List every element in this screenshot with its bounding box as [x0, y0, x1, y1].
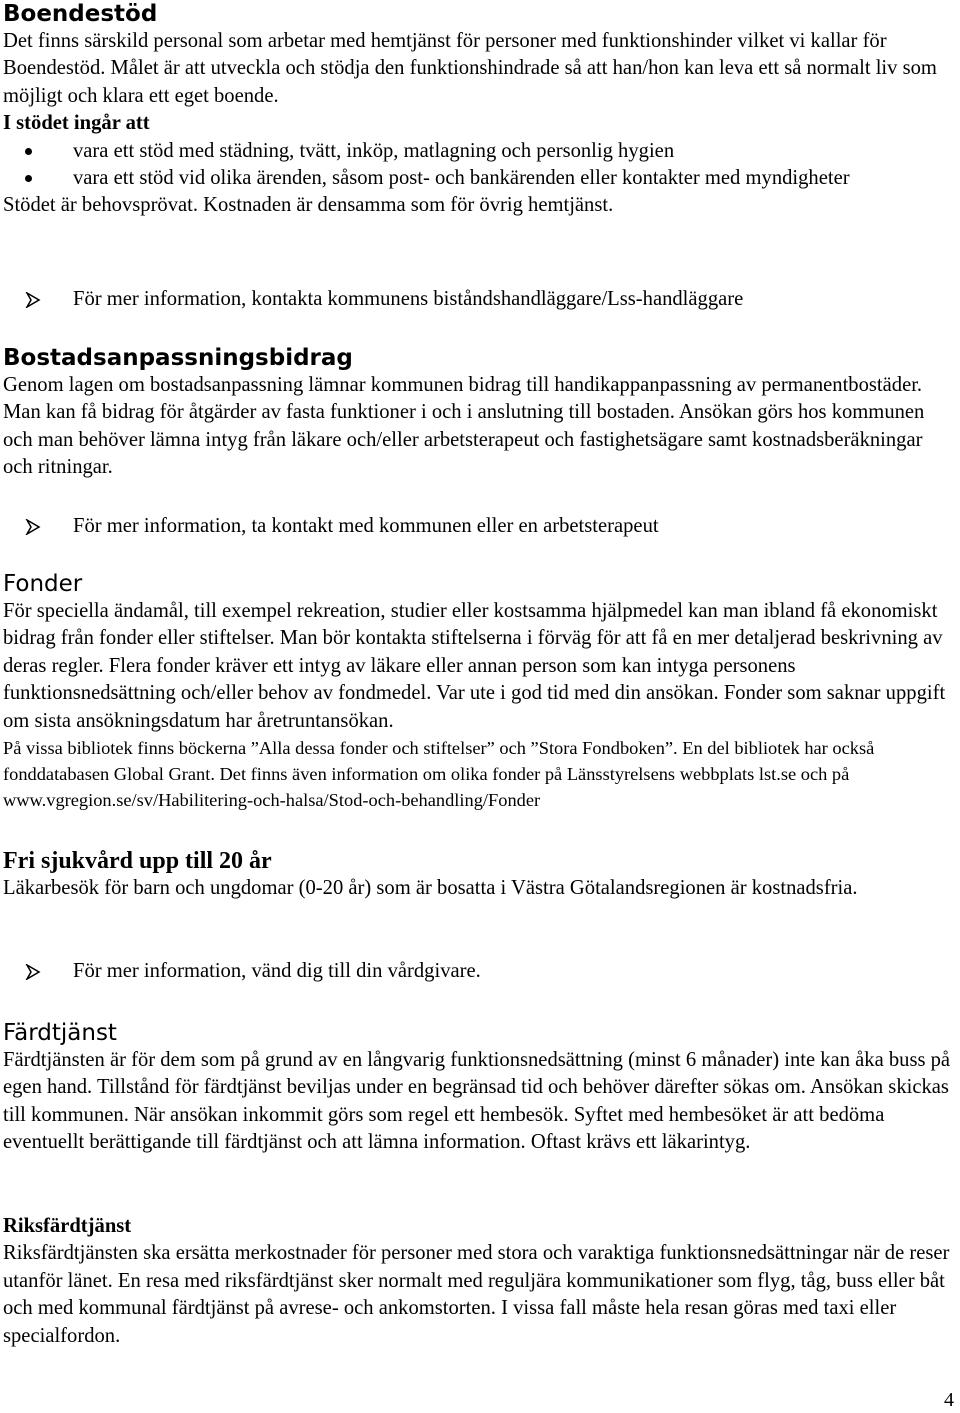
heading-riksfardtjanst: Riksfärdtjänst	[3, 1215, 132, 1237]
sjukvard-info: För mer information, vänd dig till din vårdgivare.	[3, 958, 960, 985]
sjukvard-body: Läkarbesök för barn och ungdomar (0-20 år) som är bosatta i Västra Götalandsregionen är kostnadsfria.	[3, 877, 858, 899]
arrow-bullet-icon	[25, 964, 41, 980]
fonder-body: För speciella ändamål, till exempel rekreation, studier eller kostsamma hjälpmedel kan man ibland få ekonomiskt bidrag från fonder eller stiftelser. Man bör kontakta stiftelserna i förväg för att få en mer detaljerad beskrivning av deras regler. Flera fonder kräver ett intyg av läkare eller annan person som kan intyga personens funktionsnedsättning och/eller behov av fondmedel. Var ute i god tid med din ansökan. Fonder som saknar uppgift om sista ansökningsdatum har åretruntansökan.	[3, 600, 946, 732]
boendestod-note: Stödet är behovsprövat. Kostnaden är densamma som för övrig hemtjänst.	[3, 194, 614, 217]
list-item: vara ett stöd med städning, tvätt, inköp, matlagning och personlig hygien	[3, 138, 955, 165]
heading-boendestod: Boendestöd	[3, 1, 158, 27]
fonder-small-print: På vissa bibliotek finns böckerna ”Alla dessa fonder och stiftelser” och ”Stora Fondboken”. En del bibliotek har också fonddatabasen Global Grant. Det finns även information om olika fonder på Länsstyrelsens webbplats lst.se och på www.vgregion.se/sv/Habilitering-och-halsa/Stod-och-behandling/Fonder	[3, 738, 875, 811]
section-riksfardtjanst	[3, 1213, 955, 1350]
section-boendestod	[3, 0, 955, 220]
section-sjukvard	[3, 847, 955, 902]
heading-bostadsanpassning: Bostadsanpassningsbidrag	[3, 345, 353, 371]
bullet-dot-icon	[25, 175, 32, 182]
list-item: vara ett stöd vid olika ärenden, såsom post- och bankärenden eller kontakter med myndigheter	[3, 165, 955, 192]
section-fardtjanst	[3, 1019, 955, 1157]
arrow-bullet-icon	[25, 519, 41, 535]
fardtjanst-body: Färdtjänsten är för dem som på grund av en långvarig funktionsnedsättning (minst 6 månader) inte kan åka buss på egen hand. Tillstånd för färdtjänst beviljas under en begränsad tid och behöver därefter sökas om. Ansökan skickas till kommunen. När ansökan inkommit görs som regel ett hembesök. Syftet med hembesöket är att bedöma eventuellt berättigande till färdtjänst och att lämna information. Oftast krävs ett läkarintyg.	[3, 1049, 951, 1154]
boendestod-subheading: I stödet ingår att	[3, 112, 150, 135]
section-fonder	[3, 570, 955, 813]
bostadsanpassning-body: Genom lagen om bostadsanpassning lämnar kommunen bidrag till handikappanpassning av permanentbostäder. Man kan få bidrag för åtgärder av fasta funktioner i och i anslutning till bostaden. Ansökan görs hos kommunen och man behöver lämna intyg från läkare och/eller arbetsterapeut och fastighetsägare samt kostnadsberäkningar och ritningar.	[3, 374, 925, 479]
bullet-dot-icon	[25, 148, 32, 155]
riksfardtjanst-body: Riksfärdtjänsten ska ersätta merkostnader för personer med stora och varaktiga funktionsnedsättningar när de reser utanför länet. En resa med riksfärdtjänst sker normalt med reguljära kommunikationer som flyg, tåg, buss eller båt och med kommunal färdtjänst på avrese- och ankomstorten. I vissa fall måste hela resan göras med taxi eller specialfordon.	[3, 1242, 950, 1347]
section-bostadsanpassning	[3, 344, 955, 482]
boendestod-intro: Det finns särskild personal som arbetar med hemtjänst för personer med funktionshinder vilket vi kallar för Boendestöd. Målet är att utveckla och stödja den funktionshindrade så att han/hon kan leva ett så normalt liv som möjligt och klara ett eget boende.	[3, 30, 937, 107]
bostadsanpassning-info: För mer information, ta kontakt med kommunen eller en arbetsterapeut	[3, 513, 960, 540]
heading-fardtjanst: Färdtjänst	[3, 1020, 117, 1046]
boendestod-bullet-list	[3, 138, 955, 193]
heading-sjukvard: Fri sjukvård upp till 20 år	[3, 848, 272, 874]
arrow-bullet-icon	[25, 292, 41, 308]
boendestod-info: För mer information, kontakta kommunens biståndshandläggare/Lss-handläggare	[3, 286, 960, 313]
heading-fonder: Fonder	[3, 571, 83, 597]
page-number: 4	[944, 1389, 954, 1411]
